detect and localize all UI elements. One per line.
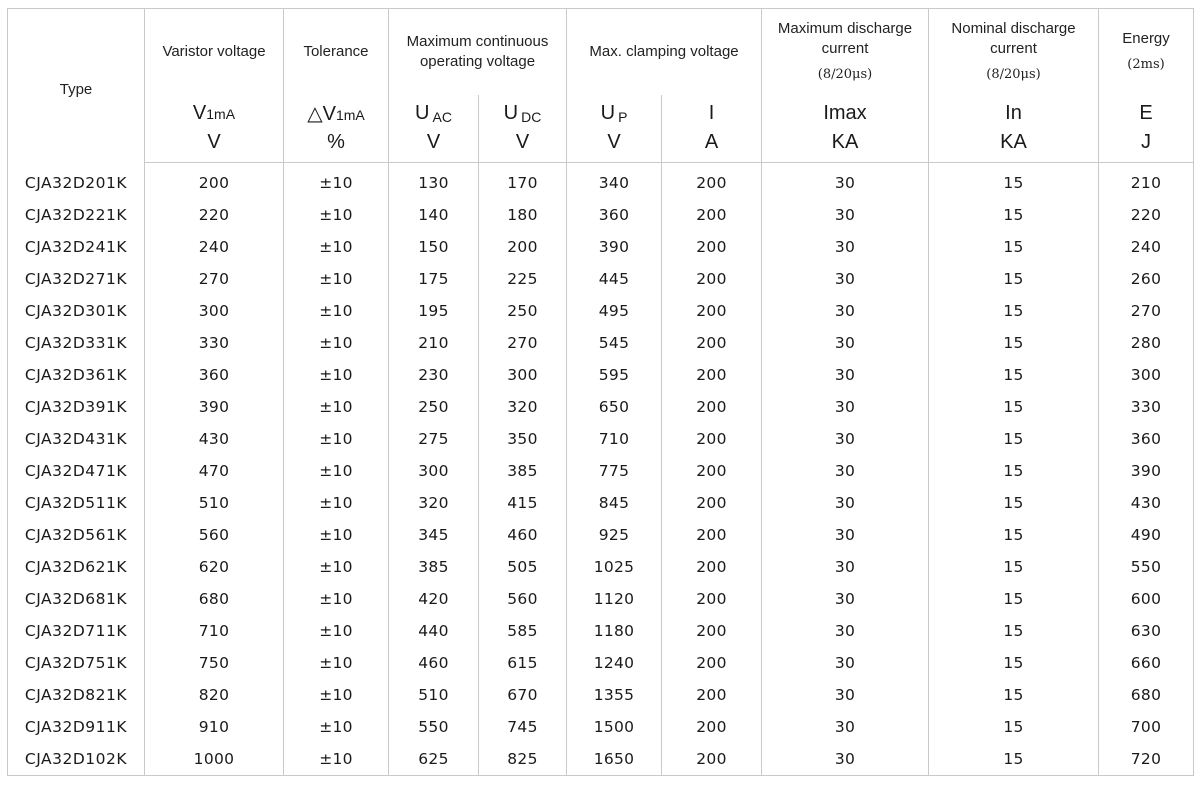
current-cell: 200 (662, 455, 762, 487)
udc-cell: 200 (479, 231, 567, 263)
type-cell: CJA32D621K (8, 551, 145, 583)
uac-cell: 510 (389, 679, 479, 711)
symbol-in: In (929, 95, 1099, 131)
up-cell: 1650 (567, 743, 662, 776)
energy-cell: 330 (1099, 391, 1194, 423)
in-cell: 15 (929, 391, 1099, 423)
udc-cell: 300 (479, 359, 567, 391)
current-cell: 200 (662, 231, 762, 263)
energy-condition: (2ms) (1127, 57, 1165, 72)
uac-cell: 420 (389, 583, 479, 615)
varistor-voltage-cell: 200 (145, 163, 284, 200)
header-energy (1099, 9, 1194, 96)
varistor-voltage-cell: 220 (145, 199, 284, 231)
nominal-discharge-label: Nominal discharge current (951, 20, 1076, 57)
symbol-udc: U DC (479, 95, 567, 131)
table-row (8, 327, 1194, 359)
imax-cell: 30 (762, 231, 929, 263)
up-cell: 495 (567, 295, 662, 327)
in-cell: 15 (929, 647, 1099, 679)
imax-cell: 30 (762, 455, 929, 487)
energy-cell: 630 (1099, 615, 1194, 647)
unit-tolerance: % (284, 131, 389, 163)
header-type: Type (8, 9, 145, 163)
udc-cell: 320 (479, 391, 567, 423)
energy-cell: 280 (1099, 327, 1194, 359)
type-cell: CJA32D331K (8, 327, 145, 359)
tolerance-cell: ±10 (284, 551, 389, 583)
symbol-uac: U AC (389, 95, 479, 131)
uac-cell: 140 (389, 199, 479, 231)
energy-cell: 220 (1099, 199, 1194, 231)
type-cell: CJA32D391K (8, 391, 145, 423)
up-cell: 925 (567, 519, 662, 551)
unit-udc: V (479, 131, 567, 163)
tolerance-cell: ±10 (284, 487, 389, 519)
varistor-voltage-cell: 390 (145, 391, 284, 423)
type-cell: CJA32D201K (8, 163, 145, 200)
varistor-voltage-cell: 750 (145, 647, 284, 679)
energy-cell: 210 (1099, 163, 1194, 200)
uac-cell: 210 (389, 327, 479, 359)
energy-cell: 260 (1099, 263, 1194, 295)
table-row (8, 551, 1194, 583)
type-cell: CJA32D561K (8, 519, 145, 551)
tolerance-cell: ±10 (284, 199, 389, 231)
up-cell: 340 (567, 163, 662, 200)
up-cell: 545 (567, 327, 662, 359)
tolerance-cell: ±10 (284, 231, 389, 263)
imax-cell: 30 (762, 519, 929, 551)
energy-cell: 680 (1099, 679, 1194, 711)
up-cell: 1025 (567, 551, 662, 583)
uac-cell: 385 (389, 551, 479, 583)
table-row (8, 423, 1194, 455)
unit-e: J (1099, 131, 1194, 163)
table-row (8, 359, 1194, 391)
udc-cell: 180 (479, 199, 567, 231)
uac-cell: 345 (389, 519, 479, 551)
up-cell: 775 (567, 455, 662, 487)
varistor-voltage-cell: 470 (145, 455, 284, 487)
imax-cell: 30 (762, 711, 929, 743)
udc-cell: 585 (479, 615, 567, 647)
current-cell: 200 (662, 487, 762, 519)
varistor-voltage-cell: 820 (145, 679, 284, 711)
in-cell: 15 (929, 711, 1099, 743)
current-cell: 200 (662, 583, 762, 615)
unit-up: V (567, 131, 662, 163)
udc-cell: 250 (479, 295, 567, 327)
header-max-continuous-voltage: Maximum continuous operating voltage (389, 9, 567, 96)
varistor-voltage-cell: 510 (145, 487, 284, 519)
max-discharge-label: Maximum discharge current (777, 20, 913, 57)
current-cell: 200 (662, 679, 762, 711)
symbol-e: E (1099, 95, 1194, 131)
type-cell: CJA32D271K (8, 263, 145, 295)
varistor-voltage-cell: 360 (145, 359, 284, 391)
table-body (8, 163, 1194, 776)
up-cell: 1355 (567, 679, 662, 711)
current-cell: 200 (662, 199, 762, 231)
uac-cell: 320 (389, 487, 479, 519)
up-cell: 445 (567, 263, 662, 295)
energy-cell: 600 (1099, 583, 1194, 615)
current-cell: 200 (662, 359, 762, 391)
varistor-voltage-cell: 330 (145, 327, 284, 359)
tolerance-cell: ±10 (284, 519, 389, 551)
udc-cell: 745 (479, 711, 567, 743)
nominal-discharge-condition: (8/20μs) (986, 67, 1041, 82)
up-cell: 1240 (567, 647, 662, 679)
up-cell: 1500 (567, 711, 662, 743)
udc-cell: 560 (479, 583, 567, 615)
symbol-tolerance: △V1mA (284, 95, 389, 131)
varistor-voltage-cell: 240 (145, 231, 284, 263)
udc-cell: 615 (479, 647, 567, 679)
udc-cell: 270 (479, 327, 567, 359)
current-cell: 200 (662, 743, 762, 776)
up-cell: 710 (567, 423, 662, 455)
type-cell: CJA32D821K (8, 679, 145, 711)
unit-uac: V (389, 131, 479, 163)
imax-cell: 30 (762, 423, 929, 455)
tolerance-cell: ±10 (284, 295, 389, 327)
uac-cell: 150 (389, 231, 479, 263)
imax-cell: 30 (762, 199, 929, 231)
tolerance-cell: ±10 (284, 583, 389, 615)
in-cell: 15 (929, 231, 1099, 263)
in-cell: 15 (929, 359, 1099, 391)
current-cell: 200 (662, 391, 762, 423)
in-cell: 15 (929, 163, 1099, 200)
in-cell: 15 (929, 519, 1099, 551)
type-cell: CJA32D301K (8, 295, 145, 327)
current-cell: 200 (662, 327, 762, 359)
in-cell: 15 (929, 199, 1099, 231)
table-row (8, 519, 1194, 551)
type-cell: CJA32D471K (8, 455, 145, 487)
table-row (8, 743, 1194, 776)
energy-cell: 720 (1099, 743, 1194, 776)
in-cell: 15 (929, 743, 1099, 776)
imax-cell: 30 (762, 743, 929, 776)
varistor-voltage-cell: 270 (145, 263, 284, 295)
current-cell: 200 (662, 615, 762, 647)
type-cell: CJA32D681K (8, 583, 145, 615)
energy-cell: 360 (1099, 423, 1194, 455)
table-row (8, 391, 1194, 423)
table-row (8, 455, 1194, 487)
type-cell: CJA32D221K (8, 199, 145, 231)
tolerance-cell: ±10 (284, 423, 389, 455)
imax-cell: 30 (762, 327, 929, 359)
unit-imax: KA (762, 131, 929, 163)
up-cell: 595 (567, 359, 662, 391)
uac-cell: 195 (389, 295, 479, 327)
table-row (8, 295, 1194, 327)
current-cell: 200 (662, 163, 762, 200)
in-cell: 15 (929, 583, 1099, 615)
energy-cell: 240 (1099, 231, 1194, 263)
symbol-v1ma: V1mA (145, 95, 284, 131)
energy-cell: 430 (1099, 487, 1194, 519)
varistor-voltage-cell: 710 (145, 615, 284, 647)
type-cell: CJA32D431K (8, 423, 145, 455)
in-cell: 15 (929, 423, 1099, 455)
varistor-voltage-cell: 300 (145, 295, 284, 327)
current-cell: 200 (662, 551, 762, 583)
uac-cell: 275 (389, 423, 479, 455)
udc-cell: 825 (479, 743, 567, 776)
tolerance-cell: ±10 (284, 455, 389, 487)
imax-cell: 30 (762, 679, 929, 711)
uac-cell: 440 (389, 615, 479, 647)
energy-label: Energy (1122, 30, 1170, 47)
unit-v1ma: V (145, 131, 284, 163)
header-nominal-discharge-current (929, 9, 1099, 96)
table-row (8, 231, 1194, 263)
tolerance-cell: ±10 (284, 679, 389, 711)
current-cell: 200 (662, 711, 762, 743)
type-cell: CJA32D511K (8, 487, 145, 519)
tolerance-cell: ±10 (284, 647, 389, 679)
uac-cell: 460 (389, 647, 479, 679)
imax-cell: 30 (762, 359, 929, 391)
imax-cell: 30 (762, 391, 929, 423)
varistor-voltage-cell: 910 (145, 711, 284, 743)
uac-cell: 250 (389, 391, 479, 423)
symbol-up: U P (567, 95, 662, 131)
uac-cell: 300 (389, 455, 479, 487)
type-cell: CJA32D911K (8, 711, 145, 743)
symbol-imax: Imax (762, 95, 929, 131)
table-row (8, 679, 1194, 711)
energy-cell: 660 (1099, 647, 1194, 679)
up-cell: 360 (567, 199, 662, 231)
type-cell: CJA32D241K (8, 231, 145, 263)
in-cell: 15 (929, 295, 1099, 327)
header-max-clamping-voltage: Max. clamping voltage (567, 9, 762, 96)
type-cell: CJA32D361K (8, 359, 145, 391)
up-cell: 650 (567, 391, 662, 423)
udc-cell: 460 (479, 519, 567, 551)
energy-cell: 270 (1099, 295, 1194, 327)
in-cell: 15 (929, 487, 1099, 519)
header-varistor-voltage: Varistor voltage (145, 9, 284, 96)
varistor-spec-table (7, 8, 1194, 776)
uac-cell: 230 (389, 359, 479, 391)
varistor-voltage-cell: 680 (145, 583, 284, 615)
udc-cell: 670 (479, 679, 567, 711)
table-row (8, 711, 1194, 743)
current-cell: 200 (662, 647, 762, 679)
unit-i: A (662, 131, 762, 163)
current-cell: 200 (662, 263, 762, 295)
udc-cell: 415 (479, 487, 567, 519)
current-cell: 200 (662, 295, 762, 327)
table-row (8, 487, 1194, 519)
udc-cell: 385 (479, 455, 567, 487)
current-cell: 200 (662, 423, 762, 455)
varistor-voltage-cell: 1000 (145, 743, 284, 776)
header-max-discharge-current (762, 9, 929, 96)
energy-cell: 490 (1099, 519, 1194, 551)
imax-cell: 30 (762, 295, 929, 327)
imax-cell: 30 (762, 163, 929, 200)
varistor-voltage-cell: 430 (145, 423, 284, 455)
in-cell: 15 (929, 263, 1099, 295)
table-row (8, 583, 1194, 615)
tolerance-cell: ±10 (284, 743, 389, 776)
table-row (8, 199, 1194, 231)
table-row (8, 263, 1194, 295)
imax-cell: 30 (762, 615, 929, 647)
in-cell: 15 (929, 455, 1099, 487)
tolerance-cell: ±10 (284, 163, 389, 200)
up-cell: 1180 (567, 615, 662, 647)
in-cell: 15 (929, 615, 1099, 647)
tolerance-cell: ±10 (284, 711, 389, 743)
imax-cell: 30 (762, 487, 929, 519)
udc-cell: 350 (479, 423, 567, 455)
up-cell: 390 (567, 231, 662, 263)
imax-cell: 30 (762, 551, 929, 583)
type-cell: CJA32D711K (8, 615, 145, 647)
tolerance-cell: ±10 (284, 263, 389, 295)
table-row (8, 615, 1194, 647)
energy-cell: 390 (1099, 455, 1194, 487)
uac-cell: 175 (389, 263, 479, 295)
uac-cell: 625 (389, 743, 479, 776)
max-discharge-condition: (8/20μs) (817, 67, 873, 82)
imax-cell: 30 (762, 583, 929, 615)
imax-cell: 30 (762, 263, 929, 295)
up-cell: 845 (567, 487, 662, 519)
unit-in: KA (929, 131, 1099, 163)
energy-cell: 700 (1099, 711, 1194, 743)
energy-cell: 300 (1099, 359, 1194, 391)
table-header (8, 9, 1194, 163)
up-cell: 1120 (567, 583, 662, 615)
udc-cell: 170 (479, 163, 567, 200)
udc-cell: 505 (479, 551, 567, 583)
uac-cell: 550 (389, 711, 479, 743)
varistor-voltage-cell: 620 (145, 551, 284, 583)
symbol-i: I (662, 95, 762, 131)
type-cell: CJA32D102K (8, 743, 145, 776)
table-row (8, 163, 1194, 200)
in-cell: 15 (929, 327, 1099, 359)
in-cell: 15 (929, 679, 1099, 711)
varistor-voltage-cell: 560 (145, 519, 284, 551)
imax-cell: 30 (762, 647, 929, 679)
tolerance-cell: ±10 (284, 615, 389, 647)
uac-cell: 130 (389, 163, 479, 200)
udc-cell: 225 (479, 263, 567, 295)
table-row (8, 647, 1194, 679)
tolerance-cell: ±10 (284, 327, 389, 359)
header-tolerance: Tolerance (284, 9, 389, 96)
tolerance-cell: ±10 (284, 359, 389, 391)
energy-cell: 550 (1099, 551, 1194, 583)
tolerance-cell: ±10 (284, 391, 389, 423)
type-cell: CJA32D751K (8, 647, 145, 679)
in-cell: 15 (929, 551, 1099, 583)
current-cell: 200 (662, 519, 762, 551)
